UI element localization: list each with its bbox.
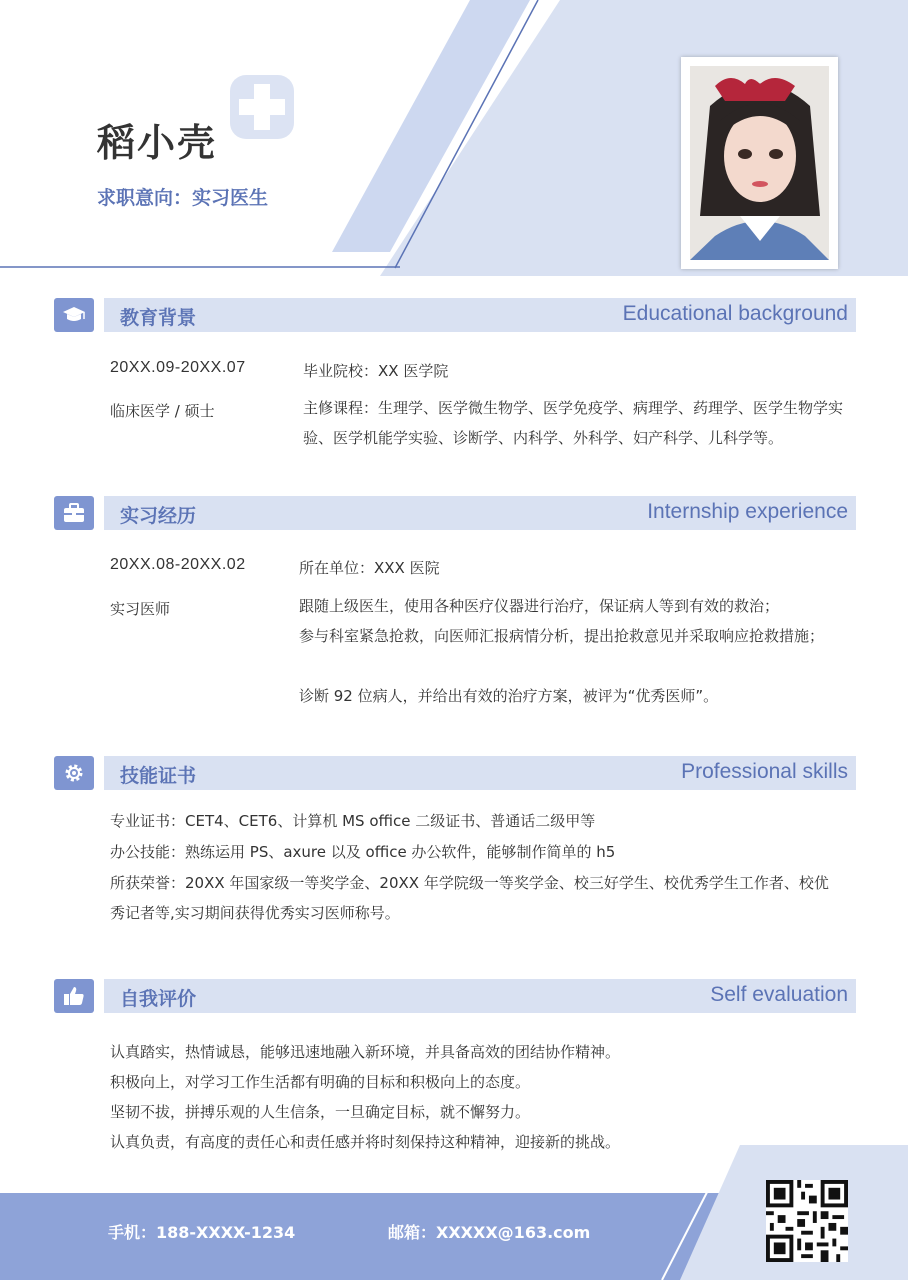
- job-intent: 求职意向：实习医生: [97, 187, 269, 209]
- skills-line: 所获荣誉：20XX 年国家级一等奖学金、20XX 年学院级一等奖学金、校三好学生、校优秀学生工作者、校优秀记者等,实习期间获得优秀实习医师称号。: [110, 874, 829, 922]
- evaluation-line: 坚韧不拔，拼搏乐观的人生信条，一旦确定目标，就不懈努力。: [110, 1103, 531, 1121]
- internship-date: 20XX.08-20XX.02: [110, 556, 246, 573]
- graduation-cap-icon: [62, 303, 86, 327]
- medical-cross-icon: [230, 75, 294, 139]
- education-title: 教育背景: [120, 307, 197, 329]
- education-icon-box: [54, 298, 94, 332]
- evaluation-title: 自我评价: [120, 988, 197, 1010]
- evaluation-line: 认真负责，有高度的责任心和责任感并将时刻保持这种精神，迎接新的挑战。: [110, 1133, 621, 1151]
- skills-header: [104, 756, 856, 790]
- evaluation-title-en: Self evaluation: [710, 983, 848, 1006]
- internship-title: 实习经历: [120, 505, 197, 527]
- education-header: [104, 298, 856, 332]
- internship-duty: 参与科室紧急抢救，向医师汇报病情分析，提出抢救意见并采取响应抢救措施；: [299, 627, 825, 645]
- evaluation-line: 积极向上，对学习工作生活都有明确的目标和积极向上的态度。: [110, 1073, 531, 1091]
- education-major: 临床医学 / 硕士: [110, 402, 215, 420]
- profile-photo: [681, 57, 838, 269]
- skills-icon-box: [54, 756, 94, 790]
- education-courses: 主修课程：生理学、医学微生物学、医学免疫学、病理学、药理学、医学生物学实验、医学机能学实验、诊断学、内科学、外科学、妇产科学、儿科学等。: [303, 399, 844, 447]
- contact-phone: 手机：188-XXXX-1234: [108, 1223, 296, 1242]
- gear-icon: [62, 761, 86, 785]
- internship-header: [104, 496, 856, 530]
- evaluation-line: 认真踏实，热情诚恳，能够迅速地融入新环境，并具备高效的团结协作精神。: [110, 1043, 621, 1061]
- contact-email: 邮箱：XXXXX@163.com: [388, 1223, 591, 1242]
- education-date: 20XX.09-20XX.07: [110, 359, 246, 376]
- internship-duty: 诊断 92 位病人，并给出有效的治疗方案，被评为“优秀医师”。: [299, 687, 719, 705]
- briefcase-icon: [62, 501, 86, 525]
- evaluation-icon-box: [54, 979, 94, 1013]
- candidate-name: 稻小壳: [97, 121, 218, 165]
- qr-code-icon: [766, 1180, 848, 1262]
- education-school: 毕业院校：XX 医学院: [303, 362, 449, 380]
- internship-role: 实习医师: [110, 600, 171, 618]
- skills-title-en: Professional skills: [681, 760, 848, 783]
- skills-title: 技能证书: [120, 765, 197, 787]
- portrait-illustration: [690, 66, 829, 260]
- internship-icon-box: [54, 496, 94, 530]
- skills-line: 专业证书：CET4、CET6、计算机 MS office 二级证书、普通话二级甲等: [110, 812, 596, 830]
- qr-code: [766, 1180, 848, 1262]
- internship-unit: 所在单位：XXX 医院: [299, 559, 440, 577]
- thumbs-up-icon: [62, 984, 86, 1008]
- skills-line: 办公技能：熟练运用 PS、axure 以及 office 办公软件，能够制作简单的 h5: [110, 843, 616, 861]
- education-title-en: Educational background: [622, 302, 848, 325]
- internship-title-en: Internship experience: [647, 500, 848, 523]
- internship-duty: 跟随上级医生，使用各种医疗仪器进行治疗，保证病人等到有效的救治；: [299, 597, 780, 615]
- evaluation-header: [104, 979, 856, 1013]
